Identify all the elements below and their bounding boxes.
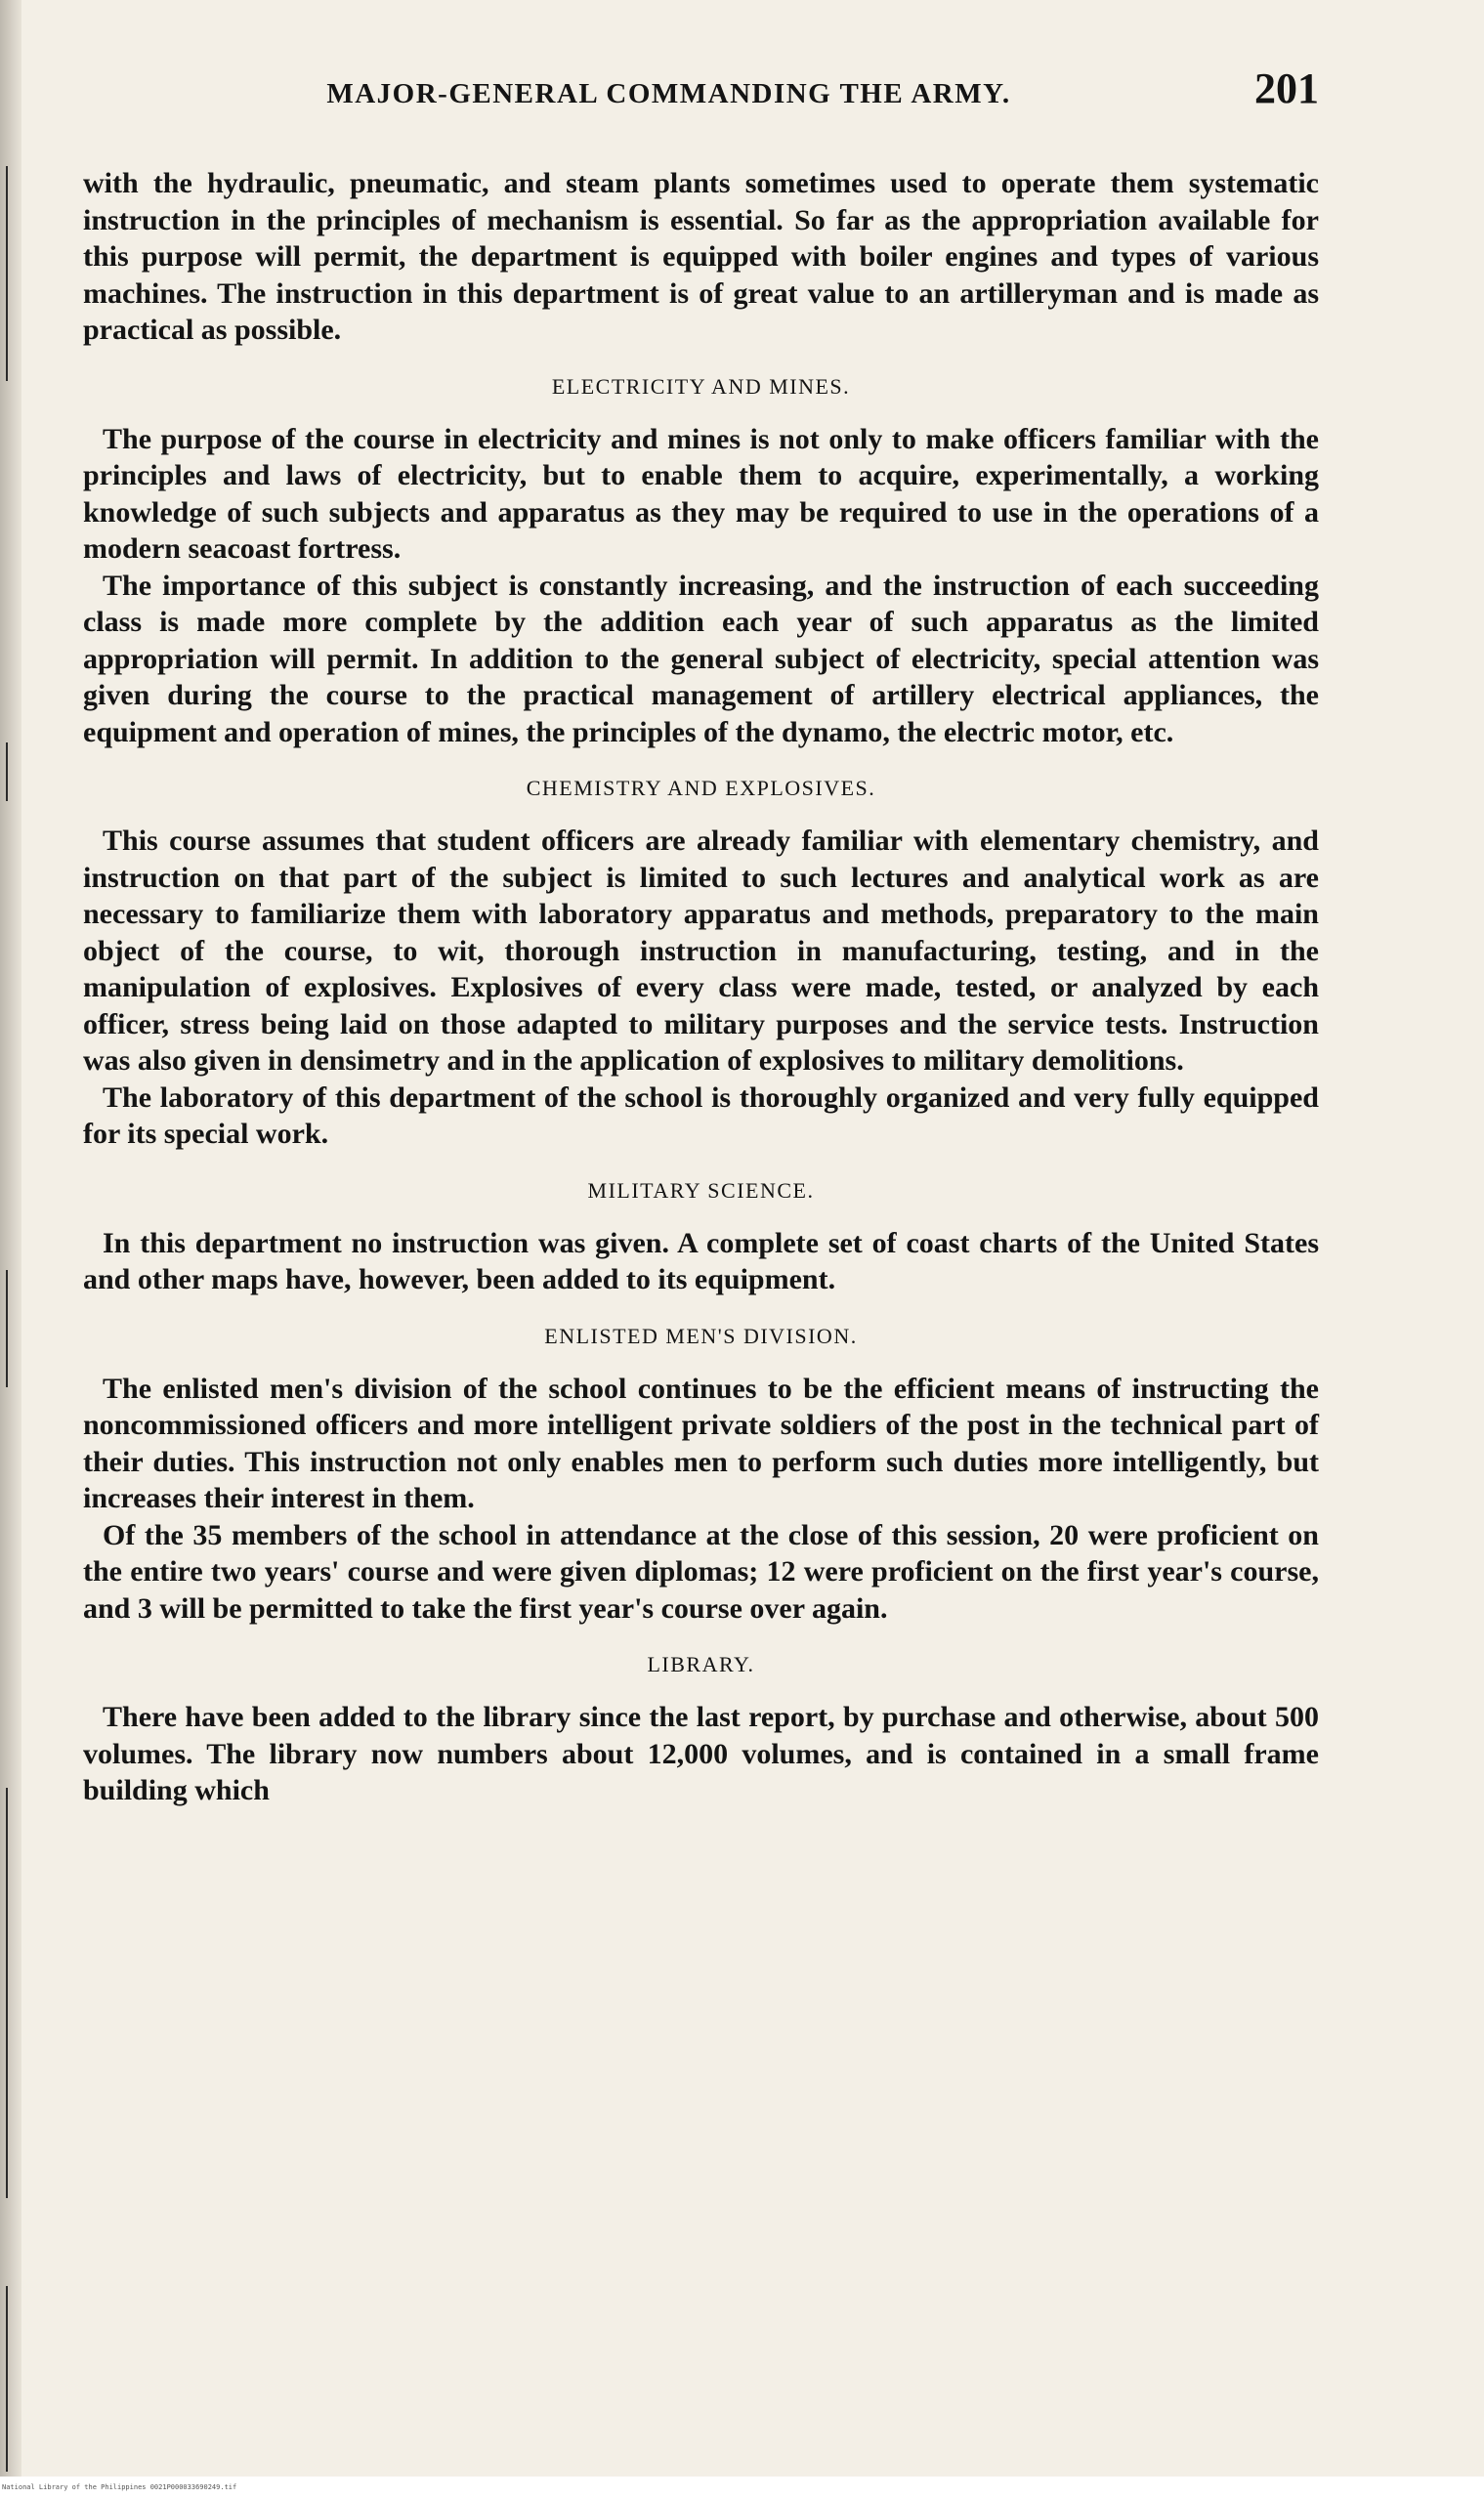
- paragraph: There have been added to the library since the last report, by purchase and otherwise, about 500 volumes. The library now numbers about 12,000 volumes, and is contained in a small frame building which: [83, 1701, 1319, 1806]
- section-heading: MILITARY SCIENCE.: [587, 1177, 815, 1203]
- section-heading: ELECTRICITY AND MINES.: [551, 373, 851, 399]
- section-heading: ENLISTED MEN'S DIVISION.: [544, 1323, 858, 1348]
- paragraph: The purpose of the course in electricity and mines is not only to make officers familiar with the principles and laws of electricity, but to enable them to acquire, experimentally, a working knowledge of such subjects and apparatus as they may be required to use in the operations of a modern seacoast fortress.: [83, 422, 1319, 565]
- margin-mark: [6, 1788, 8, 2198]
- margin-mark: [6, 1270, 8, 1387]
- paragraph: The importance of this subject is constantly increasing, and the instruction of each succeeding class is made more complete by the addition each year of such apparatus as the limited appropriation will permit. In addition to the general subject of electricity, special attention was given during the course to the practical management of artillery electrical appliances, the equipment and operation of mines, the principles of the dynamo, the electric motor, etc.: [83, 569, 1319, 748]
- paragraph: The laboratory of this department of the school is thoroughly organized and very fully equipped for its special work.: [83, 1080, 1319, 1150]
- running-head: [83, 64, 1319, 132]
- page-number: 201: [1254, 64, 1319, 112]
- section-chemistry-and-explosives: [83, 776, 1319, 1153]
- margin-mark: [6, 742, 8, 801]
- margin-mark: [6, 166, 8, 381]
- section-heading: CHEMISTRY AND EXPLOSIVES.: [526, 776, 876, 800]
- margin-mark: [6, 2286, 8, 2472]
- paragraph: with the hydraulic, pneumatic, and steam plants sometimes used to operate them systematic instruction in the principles of mechanism is essential. So far as the appropriation available for this purpose will permit, the department is equipped with boiler engines and types of various machines. The instruction in this department is of great value to an artilleryman and is made as practical as possible.: [83, 167, 1319, 346]
- scan-footer-label: National Library of the Philippines 0021P000033690249.tif: [0, 2477, 1484, 2499]
- section-heading: LIBRARY.: [647, 1652, 755, 1676]
- section-electricity-and-mines: [83, 374, 1319, 751]
- page-binding-edge: [0, 0, 21, 2477]
- paragraph: This course assumes that student officers are already familiar with elementary chemistry, and instruction on that part of the subject is limited to such lectures and analytical work as are necessary to familiarize them with laboratory apparatus and methods, preparatory to the main object of the course, to wit, thorough instruction in manufacturing, testing, and in the manipulation of explosives. Explosives of every class were made, tested, or analyzed by each officer, stress being laid on those adapted to military purposes and the service tests. Instruction was also given in densimetry and in the application of explosives to military demolitions.: [83, 825, 1319, 1077]
- paragraph: Of the 35 members of the school in attendance at the close of this session, 20 were proficient on the entire two years' course and were given diplomas; 12 were proficient on the first year's course, and 3 will be permitted to take the first year's course over again.: [83, 1518, 1319, 1625]
- section-library: [83, 1652, 1319, 1809]
- section-enlisted-mens-division: [83, 1324, 1319, 1628]
- section-intro: [83, 165, 1319, 349]
- paragraph: The enlisted men's division of the school continues to be the efficient means of instructing the noncommissioned officers and more intelligent private soldiers of the post in the technical part of their duties. This instruction not only enables men to perform such duties more intelligently, but increases their interest in them.: [83, 1372, 1319, 1514]
- running-title: MAJOR-GENERAL COMMANDING THE ARMY.: [326, 78, 1011, 109]
- section-military-science: [83, 1178, 1319, 1298]
- paragraph: In this department no instruction was given. A complete set of coast charts of the United States and other maps have, however, been added to its equipment.: [83, 1226, 1319, 1295]
- document-page: [83, 64, 1319, 1809]
